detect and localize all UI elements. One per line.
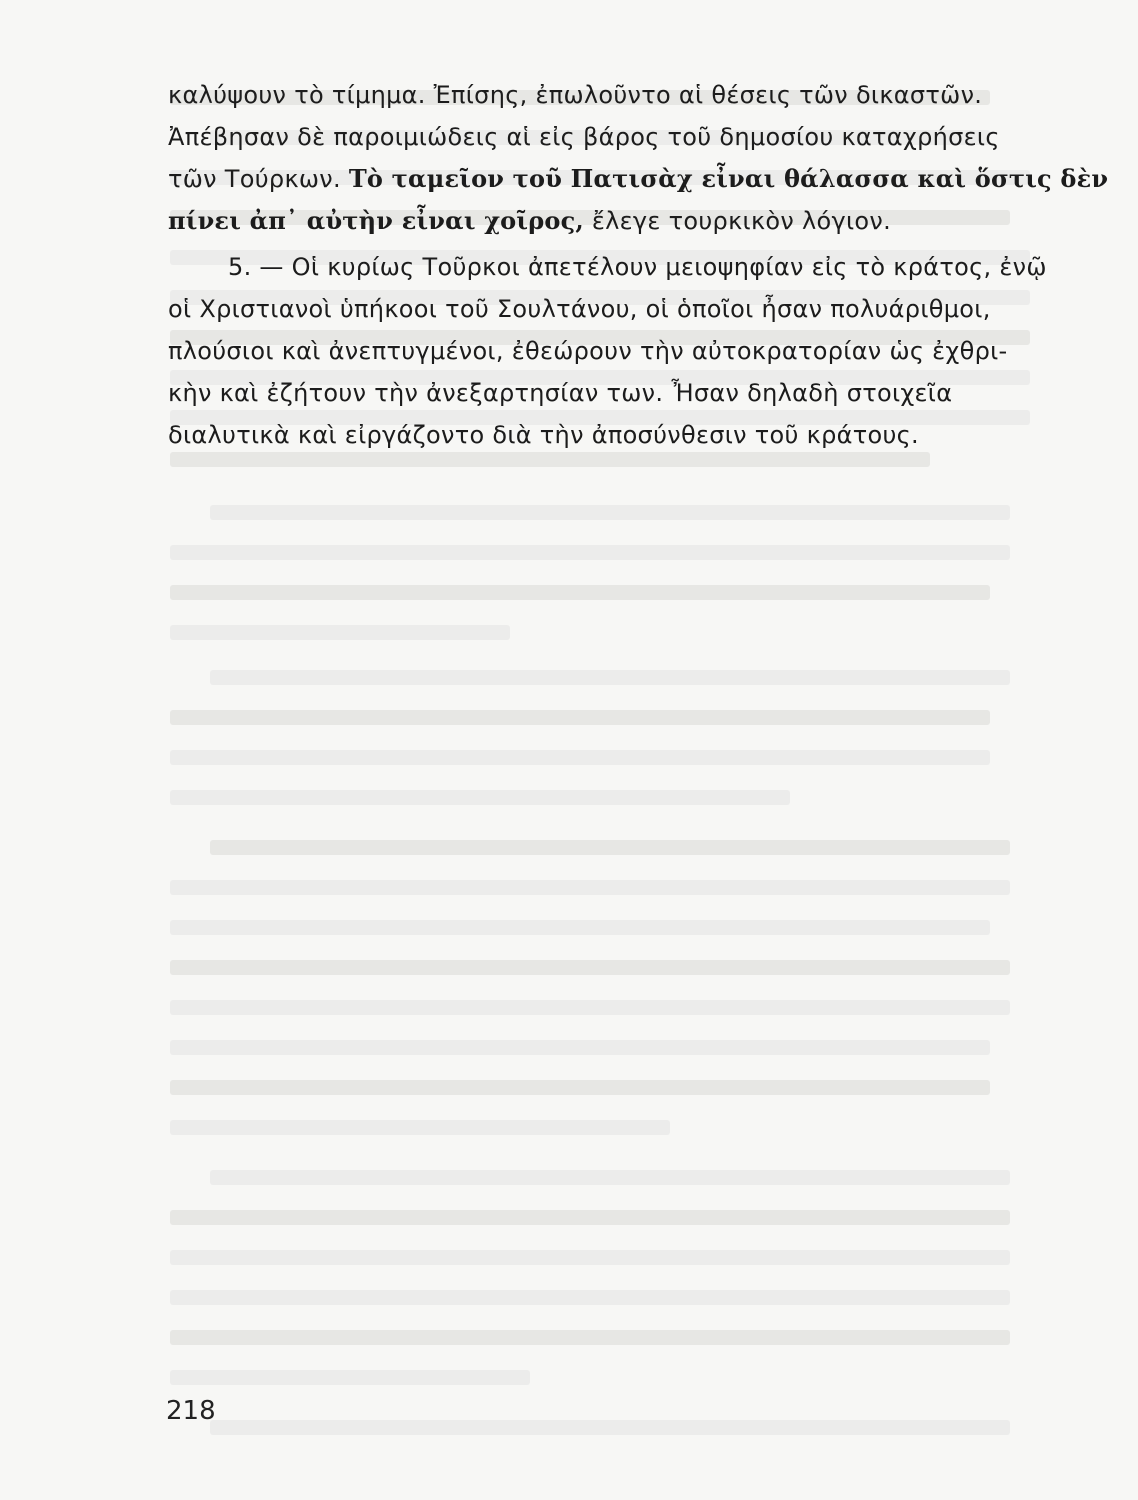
text-line-3	[168, 162, 1108, 196]
bleed-line	[170, 1040, 990, 1055]
bleed-line	[170, 960, 1010, 975]
line-4-bold-proverb: πίνει ἀπ᾽ αὐτὴν εἶναι χοῖρος,	[168, 206, 584, 235]
text-line-5	[228, 250, 1047, 284]
text-line-6	[168, 292, 991, 326]
line-6-text: οἱ Χριστιανοὶ ὑπήκοοι τοῦ Σουλτάνου, οἱ ὁποῖοι ἦσαν πολυάριθμοι,	[168, 295, 991, 323]
bleed-line	[210, 1170, 1010, 1185]
line-5-text: 5. — Οἱ κυρίως Τοῦρκοι ἀπετέλουν μειοψηφίαν εἰς τὸ κράτος, ἐνῷ	[228, 253, 1047, 281]
bleed-line	[210, 1420, 1010, 1435]
line-7-text: πλούσιοι καὶ ἀνεπτυγμένοι, ἐθεώρουν τὴν αὐτοκρατορίαν ὡς ἐχθρι-	[168, 337, 1008, 365]
text-line-2	[168, 120, 1000, 154]
text-line-1	[168, 78, 982, 112]
bleed-line	[170, 625, 510, 640]
bleed-line	[210, 670, 1010, 685]
line-2-text: Ἀπέβησαν δὲ παροιμιώδεις αἱ εἰς βάρος τοῦ δημοσίου καταχρήσεις	[168, 123, 1000, 151]
bleed-line	[170, 880, 1010, 895]
line-4-text: ἔλεγε τουρκικὸν λόγιον.	[583, 207, 892, 235]
bleed-line	[170, 710, 990, 725]
bleed-line	[170, 1330, 1010, 1345]
bleed-line	[210, 840, 1010, 855]
bleed-line	[170, 1000, 1010, 1015]
bleed-line	[170, 1250, 1010, 1265]
bleed-line	[210, 505, 1010, 520]
bleed-line	[170, 1370, 530, 1385]
bleed-line	[170, 920, 990, 935]
bleed-line	[170, 1290, 1010, 1305]
line-3-text: τῶν Τούρκων.	[168, 165, 349, 193]
bleed-line	[170, 1120, 670, 1135]
line-3-bold-proverb: Τὸ ταμεῖον τοῦ Πατισὰχ εἶναι θάλασσα καὶ ὅστις δὲν	[348, 164, 1109, 193]
line-1-text: καλύψουν τὸ τίμημα. Ἐπίσης, ἐπωλοῦντο αἱ θέσεις τῶν δικαστῶν.	[168, 81, 983, 109]
bleed-line	[170, 585, 990, 600]
bleed-line	[170, 545, 1010, 560]
bleed-line	[170, 452, 930, 467]
text-line-8	[168, 376, 952, 410]
line-8-text: κὴν καὶ ἐζήτουν τὴν ἀνεξαρτησίαν των. Ἦσαν δηλαδὴ στοιχεῖα	[168, 379, 953, 407]
text-line-4	[168, 204, 891, 238]
bleed-line	[170, 1080, 990, 1095]
text-line-7	[168, 334, 1008, 368]
text-line-9	[168, 418, 919, 452]
bleed-line	[170, 1210, 1010, 1225]
page-number: 218	[166, 1396, 216, 1426]
line-9-text: διαλυτικὰ καὶ εἰργάζοντο διὰ τὴν ἀποσύνθεσιν τοῦ κράτους.	[168, 421, 919, 449]
bleed-line	[170, 750, 990, 765]
bleed-line	[170, 790, 790, 805]
